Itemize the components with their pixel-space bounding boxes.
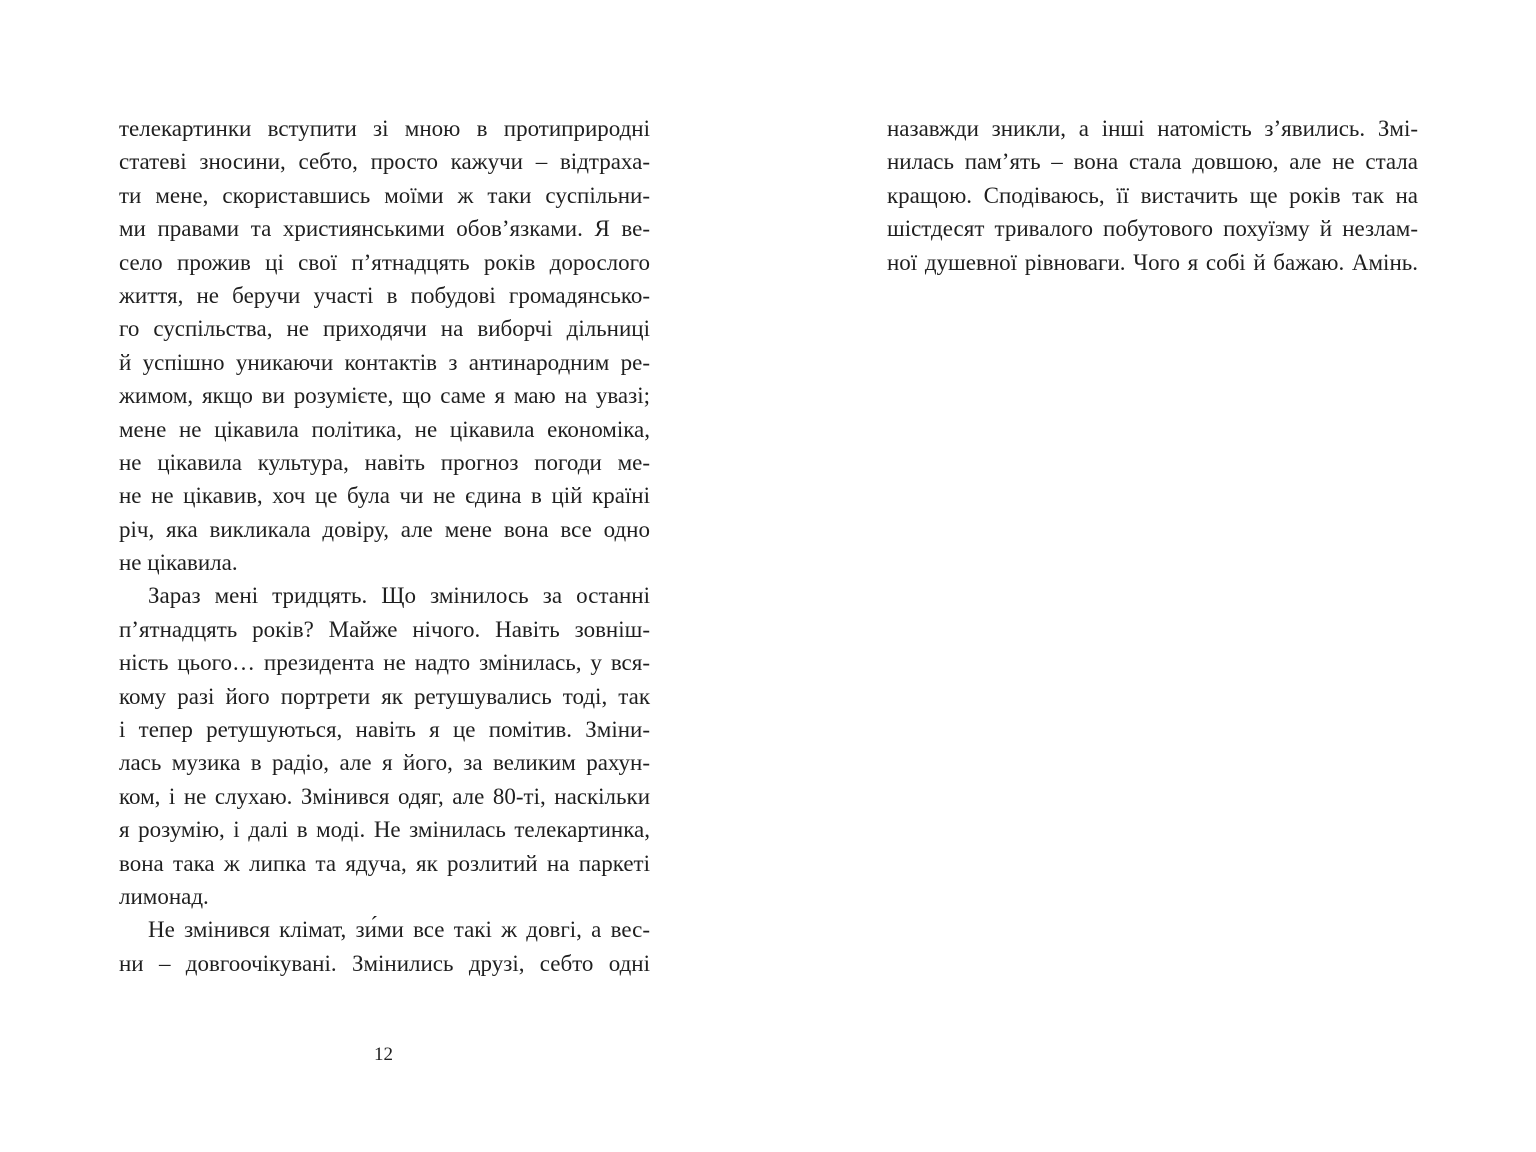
text-line: не не цікавив, хоч це була чи не єдина в цій країні xyxy=(119,483,650,509)
text-line: не цікавила. xyxy=(119,550,238,576)
text-line: село прожив ці свої п’ятнадцять років дорослого xyxy=(119,249,650,275)
text-line: статеві зносини, себто, просто кажучи – відтраха- xyxy=(119,149,650,175)
text-line: ної душевної рівноваги. Чого я собі й бажаю. Амінь. xyxy=(887,249,1418,275)
text-line: шістдесят тривалого побутового похуїзму й незлам- xyxy=(887,216,1418,242)
paragraph-start-line: Не змінився клімат, зи́ми все такі ж довгі, а вес- xyxy=(148,917,650,943)
text-line: кому разі його портрети як ретушувались тоді, так xyxy=(119,683,650,709)
page-number: 12 xyxy=(374,1044,393,1065)
text-line: і тепер ретушуються, навіть я це помітив. Зміни- xyxy=(119,717,650,743)
text-line: ни – довгоочікувані. Змінились друзі, себто одні xyxy=(119,950,650,976)
text-line: кращою. Сподіваюсь, її вистачить ще років так на xyxy=(887,182,1418,208)
text-line: лась музика в радіо, але я його, за великим рахун- xyxy=(119,750,650,776)
text-line: ми правами та християнськими обов’язками. Я ве- xyxy=(119,216,650,242)
text-line: й успішно уникаючи контактів з антинародним ре- xyxy=(119,349,650,375)
left-page-text xyxy=(119,112,650,980)
text-line: не цікавила культура, навіть прогноз погоди ме- xyxy=(119,449,650,475)
text-line: го суспільства, не приходячи на виборчі дільниці xyxy=(119,316,650,342)
text-line: ність цього… президента не надто змінилась, у вся- xyxy=(119,650,650,676)
text-line: п’ятнадцять років? Майже нічого. Навіть зовніш- xyxy=(119,616,650,642)
text-line: ком, і не слухаю. Змінився одяг, але 80-ті, наскільки xyxy=(119,783,650,809)
text-line: ти мене, скориставшись моїми ж таки суспільни- xyxy=(119,182,650,208)
text-line: назавжди зникли, а інші натомість з’явились. Змі- xyxy=(887,116,1418,141)
text-line: я розумію, і далі в моді. Не змінилась телекартинка, xyxy=(119,817,650,843)
text-line: нилась пам’ять – вона стала довшою, але не стала xyxy=(887,149,1418,175)
text-line: життя, не беручи участі в побудові громадянсько- xyxy=(119,282,650,308)
text-line: річ, яка викликала довіру, але мене вона все одно xyxy=(119,516,650,542)
right-page-text xyxy=(887,112,1418,279)
text-line: вона така ж липка та ядуча, як розлитий на паркеті xyxy=(119,850,650,876)
text-line: мене не цікавила політика, не цікавила економіка, xyxy=(119,416,650,442)
text-line: телекартинки вступити зі мною в протиприродні xyxy=(119,116,650,141)
text-line: лимонад. xyxy=(119,883,209,909)
paragraph-start-line: Зараз мені тридцять. Що змінилось за останні xyxy=(148,583,650,609)
text-line: жимом, якщо ви розумієте, що саме я маю на увазі; xyxy=(119,383,650,409)
